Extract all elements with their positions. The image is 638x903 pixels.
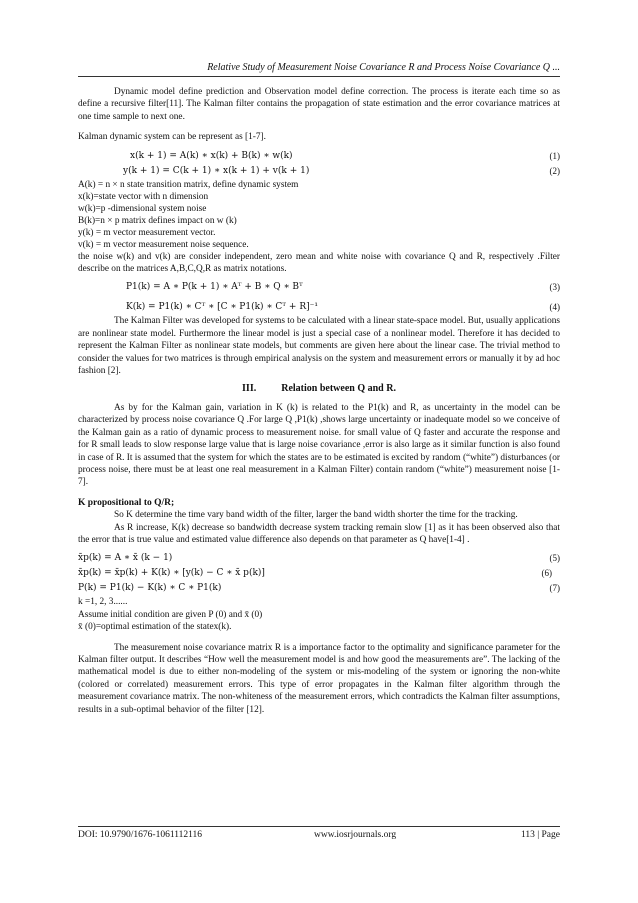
- equation-2-number: (2): [549, 165, 560, 176]
- equation-5: [78, 551, 560, 566]
- paragraph-dynamic-system: Kalman dynamic system can be represent as [1-7].: [78, 132, 266, 143]
- page-content: [78, 86, 560, 716]
- definition-item: B(k)=n × p matrix defines impact on w (k): [78, 215, 237, 226]
- equation-6-number: (6): [541, 568, 552, 579]
- equation-3-number: (3): [549, 282, 560, 293]
- equation-3-body: P1(k) = A ∗ P(k + 1) ∗ Aᵀ + B ∗ Q ∗ Bᵀ: [126, 282, 303, 293]
- equation-5-number: (5): [549, 553, 560, 564]
- equation-2-body: y(k + 1) = C(k + 1) ∗ x(k + 1) + v(k + 1): [123, 165, 310, 176]
- equation-7: [78, 581, 560, 596]
- paragraph-measurement-noise: The measurement noise covariance matrix R is a importance factor to the optimality and significance parameter for the Kalman filter output. It describes “How well the measurement model is and how good the measurements are”. The lacking of the mathematical model is due to either non-modeling of the system or mis-modeling of the system or ignoring the non-white (colored or correlated) measurement errors. This type of error propagates in the Kalman filter algorithm through the measurement covariance matrix. The non-whiteness of the measurement errors, which contradicts the Kalman filter assumptions, results in a sub-optimal behavior of the filter [12].: [78, 642, 560, 715]
- definition-item: y(k) = m vector measurement vector.: [78, 227, 216, 238]
- equation-1: [78, 149, 560, 164]
- definition-item: A(k) = n × n state transition matrix, define dynamic system: [78, 179, 299, 190]
- equation-4-number: (4): [549, 302, 560, 313]
- equation-2: [78, 164, 560, 179]
- page-footer: [78, 826, 560, 844]
- equation-7-body: P(k) = P1(k) − K(k) ∗ C ∗ P1(k): [78, 583, 222, 594]
- equation-3: [78, 280, 560, 295]
- definition-item: v(k) = m vector measurement noise sequence.: [78, 239, 249, 250]
- variable-definitions: [78, 179, 560, 251]
- section-number: III.: [242, 383, 257, 395]
- paragraph-relation: As by for the Kalman gain, variation in K (k) is related to the P1(k) and R, as uncertainty in the model can be characterized by process noise covariance Q .For large Q ,P1(k) ,shows large uncertainty or inadequate model so we conceive of the Kalman gain as a ratio of dynamic process to measurement noise. for small value of Q faster and accurate the response and for R small leads to slow response large value that is large noise covariance ,error is also large as it similar function is also found in case of R. It is assumed that the system for which the states are to be estimated is excited by random (“white”) disturbances (or process noise, there must be at least one real measurement in a Kalman Filter) contain random (“white”) measurement noise [1-7].: [78, 402, 561, 488]
- footer-page-number: 113 | Page: [520, 830, 560, 840]
- optimal-estimation-line: x̄ (0)=optimal estimation of the statex(k).: [78, 622, 232, 633]
- section-title: Relation between Q and R.: [281, 383, 396, 395]
- initial-condition-line: Assume initial condition are given P (0) and x̄ (0): [78, 609, 263, 620]
- definition-item: x(k)=state vector with n dimension: [78, 191, 209, 202]
- equation-4-body: K(k) = P1(k) ∗ Cᵀ ∗ [C ∗ P1(k) ∗ Cᵀ + R]⁻¹: [126, 302, 318, 313]
- equation-1-number: (1): [549, 150, 560, 161]
- paragraph-noise: the noise w(k) and v(k) are consider independent, zero mean and white noise with covariance Q and R, respectively .Filter describe on the matrices A,B,C,Q,R as matrix notations.: [78, 251, 560, 275]
- paragraph-r-increase: As R increase, K(k) decrease so bandwidth decrease system tracking remain slow [1] as it has been observed also that the error that is true value and estimated value difference also depends on that parameter as Q have[1-4] .: [78, 522, 560, 545]
- footer-doi: DOI: 10.9790/1676-1061112116: [78, 830, 203, 840]
- equation-6-body: x̄p(k) = x̄p(k) + K(k) ∗ [y(k) − C ∗ x̄ p(k)]: [78, 568, 265, 579]
- equation-5-body: x̄p(k) = A ∗ x̄ (k − 1): [78, 553, 173, 564]
- subheading: K propositional to Q/R;: [78, 497, 175, 508]
- paragraph-bandwidth: So K determine the time vary band width of the filter, larger the band width shorter the time for the tracking.: [114, 510, 518, 521]
- running-header: Relative Study of Measurement Noise Covariance R and Process Noise Covariance Q ...: [78, 62, 560, 77]
- equation-4: [78, 300, 560, 315]
- equation-1-body: x(k + 1) = A(k) ∗ x(k) + B(k) ∗ w(k): [130, 150, 293, 161]
- paragraph-intro: Dynamic model define prediction and Observation model define correction. The process is iterate each time so as define a recursive filter[11]. The Kalman filter contains the propagation of state estimation and the error covariance matrices at one time sample to next one.: [78, 87, 560, 122]
- paragraph-kalman-filter: The Kalman Filter was developed for systems to be calculated with a linear state-space model. But, usually applications are nonlinear state model. Furthermore the linear model is just a special case of a nonlinear model. Therefore it has decided to represent the Kalman Filter as nonlinear state models, but comments are given here about the linear case. The trivial method to consider the values for two matrices is through empirical analysis on the system and measurement errors or manually it by ad hoc fashion [2].: [78, 316, 561, 377]
- section-heading: [78, 383, 560, 395]
- equation-7-number: (7): [549, 583, 560, 594]
- index-line: k =1, 2, 3......: [78, 597, 128, 608]
- definition-item: w(k)=p -dimensional system noise: [78, 203, 207, 214]
- footer-website: www.iosrjournals.org: [314, 830, 397, 840]
- equation-6: [78, 566, 560, 581]
